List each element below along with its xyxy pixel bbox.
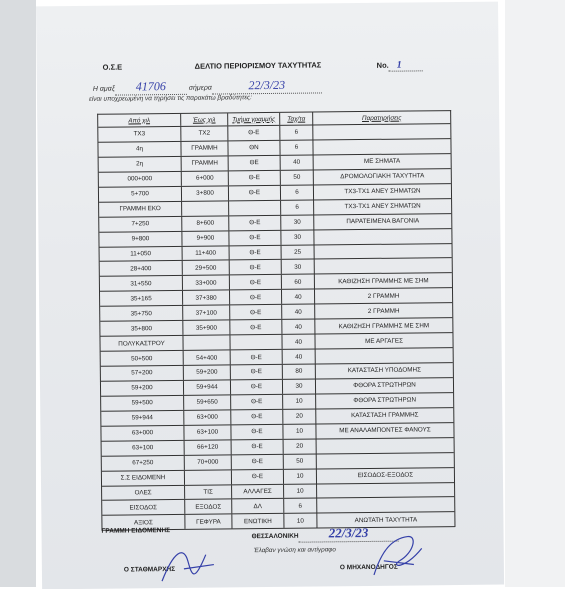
cell-remarks: ΔΡΟΜΟΛΟΓΙΑΚΗ ΤΑΧΥΤΗΤΑ <box>340 172 425 181</box>
cell-to <box>182 201 229 215</box>
col-header-remarks: Παρατηρήσεις <box>361 114 402 122</box>
document-title: ΔΕΛΤΙΟ ΠΕΡΙΟΡΙΣΜΟΥ ΤΑΧΥΤΗΤΑΣ <box>194 60 322 71</box>
cell-from: 4η <box>98 142 181 157</box>
cell-section: ΔΛ <box>232 499 284 513</box>
cell-speed: 6 <box>280 126 313 140</box>
cell-from: Σ.Σ ΕΙΔΟΜΕΝΗ <box>102 470 185 485</box>
cell-speed: 40 <box>281 155 314 169</box>
train-prefix: Η αμαξ <box>92 85 115 93</box>
cell-from: 59+500 <box>101 396 184 411</box>
cell-to: 3+800 <box>182 186 229 200</box>
number-value: 1 <box>396 59 402 71</box>
cell-remarks <box>315 244 452 259</box>
cell-speed: 6 <box>284 499 317 513</box>
train-line <box>93 77 322 95</box>
cell-to: 54+400 <box>184 350 231 364</box>
cell-section: Θ-Ε <box>232 440 284 454</box>
col-header-to: Έως χιλ <box>181 113 228 125</box>
cell-speed: 30 <box>281 230 314 244</box>
cell-speed: 40 <box>282 290 315 304</box>
cell-section: Θ-Ε <box>231 425 283 439</box>
cell-remarks: 2 ΓΡΑΜΜΗ <box>367 307 400 315</box>
cell-remarks <box>313 124 450 139</box>
cell-remarks: ΦΘΟΡΑ ΣΤΡΩΤΗΡΩΝ <box>353 381 416 390</box>
cell-remarks <box>317 453 454 468</box>
cell-section: Θ-Ε <box>230 320 282 334</box>
station-name: ΓΡΑΜΜΗ ΕΙΔΟΜΕΝΗΣ <box>101 527 171 535</box>
cell-speed: 25 <box>282 245 315 259</box>
cell-remarks: TX3-TX1 ΑΝΕΥ ΣΗΜΑΤΩΝ <box>344 187 421 196</box>
cell-section: ΑΛΛΑΓΕΣ <box>232 484 284 498</box>
cell-section: Θ-Ε <box>231 380 283 394</box>
cell-to: 66+120 <box>185 440 232 454</box>
cell-section: ΘΝ <box>228 141 280 155</box>
cell-from: ΑΞΙΟΣ <box>102 515 185 530</box>
cell-to: ΕΞΟΔΟΣ <box>185 500 232 514</box>
background-left <box>0 0 36 587</box>
cell-from: 59+944 <box>101 411 184 426</box>
cell-speed: 20 <box>283 409 316 423</box>
cell-from: 31+550 <box>100 276 183 291</box>
cell-to: 33+000 <box>183 276 230 290</box>
cell-to: TX2 <box>181 126 228 140</box>
cell-speed: 30 <box>281 215 314 229</box>
cell-to: 37+100 <box>183 306 230 320</box>
cell-speed: 40 <box>282 320 315 334</box>
cell-section: Θ-Ε <box>230 275 282 289</box>
cell-remarks <box>313 139 450 154</box>
cell-from: ΓΡΑΜΜΗ ΕΚΟ <box>99 202 182 217</box>
cell-to: 11+400 <box>183 246 230 260</box>
cell-section: Θ-Ε <box>230 260 282 274</box>
cell-section: Θ-Ε <box>232 469 284 483</box>
cell-section: Θ-Ε <box>230 305 282 319</box>
instruction-text: είναι υποχρεωμένη να τηρήσει τις παρακάτω βραδύτητες: <box>88 94 253 103</box>
city-name: ΘΕΣΣΑΛΟΝΙΚΗ <box>251 532 299 541</box>
cell-from: 9+800 <box>99 231 182 246</box>
cell-remarks: ΕΙΣΟΔΟΣ-ΕΞΟΔΟΣ <box>357 471 414 480</box>
cell-section: Θ-Ε <box>231 395 283 409</box>
cell-speed: 30 <box>282 260 315 274</box>
cell-to: 63+000 <box>184 410 231 424</box>
cell-from: ΟΛΕΣ <box>102 485 185 500</box>
cell-to: 59+650 <box>184 395 231 409</box>
background-right <box>505 0 565 587</box>
cell-from: 35+750 <box>100 306 183 321</box>
cell-speed: 10 <box>283 394 316 408</box>
cell-section: Θ-Ε <box>232 454 284 468</box>
cell-to: 8+600 <box>182 216 229 230</box>
cell-section: Θ-Ε <box>228 126 280 140</box>
cell-speed: 30 <box>283 379 316 393</box>
number-label: No. <box>376 60 389 70</box>
cell-section: Θ-Ε <box>229 230 281 244</box>
cell-remarks <box>317 483 454 498</box>
cell-to: 29+500 <box>183 261 230 275</box>
cell-speed: 40 <box>283 350 316 364</box>
cell-to: ΓΡΑΜΜΗ <box>182 156 229 170</box>
cell-from: 50+500 <box>101 351 184 366</box>
cell-section: Θ-Ε <box>231 365 283 379</box>
cell-speed: 6 <box>281 200 314 214</box>
cell-to: 63+100 <box>184 425 231 439</box>
cell-to: ΓΡΑΜΜΗ <box>181 141 228 155</box>
cell-section: Θ-Ε <box>229 186 281 200</box>
cell-remarks: 2 ΓΡΑΜΜΗ <box>367 292 400 300</box>
cell-remarks: ΦΘΟΡΑ ΣΤΡΩΤΗΡΩΝ <box>353 396 417 405</box>
cell-speed: 40 <box>282 305 315 319</box>
cell-remarks: ΜΕ ΑΡΓΑΓΕΣ <box>365 337 404 345</box>
cell-from: 63+100 <box>102 441 185 456</box>
train-date: 22/3/23 <box>248 77 286 93</box>
cell-to: 9+900 <box>182 231 229 245</box>
speed-restriction-table <box>97 110 455 531</box>
cell-speed: 10 <box>284 469 317 483</box>
cell-remarks: ΚΑΘΙΖΗΣΗ ΓΡΑΜΜΗΣ ΜΕ ΣΗΜ <box>338 321 430 330</box>
cell-from: 11+050 <box>100 246 183 261</box>
cell-remarks <box>317 498 454 513</box>
cell-remarks: ΜΕ ΣΗΜΑΤΑ <box>364 157 401 166</box>
cell-to: ΓΕΦΥΡΑ <box>185 515 232 529</box>
cell-speed: 10 <box>284 514 317 528</box>
cell-speed: 60 <box>282 275 315 289</box>
station-master-signature <box>154 540 224 586</box>
cell-from: 35+800 <box>100 321 183 336</box>
cell-to: ΤΙΣ <box>185 485 232 499</box>
cell-speed: 50 <box>281 170 314 184</box>
cell-from: 63+000 <box>101 426 184 441</box>
cell-remarks <box>315 259 452 274</box>
cell-from: 67+250 <box>102 456 185 471</box>
cell-to <box>183 336 230 350</box>
train-mid: σήμερα <box>188 84 212 92</box>
cell-to: 35+900 <box>183 321 230 335</box>
cell-to: 6+000 <box>182 171 229 185</box>
driver-signature <box>364 530 435 581</box>
cell-speed: 80 <box>283 365 316 379</box>
cell-speed: 10 <box>284 484 317 498</box>
cell-section: Θ-Ε <box>229 215 281 229</box>
cell-speed: 50 <box>284 454 317 468</box>
cell-from: 000+000 <box>99 172 182 187</box>
cell-speed: 40 <box>282 335 315 349</box>
station-master-label: Ο ΣΤΑΘΜΑΡΧΗΣ <box>123 565 176 574</box>
cell-from: ΠΟΛΥΚΑΣΤΡΟΥ <box>100 336 183 351</box>
cell-to: 37+380 <box>183 291 230 305</box>
driver-label: Ο ΜΗΧΑΝΟΔΗΓΟΣ <box>339 563 398 572</box>
col-header-speed: Ταχ/τα <box>280 113 313 125</box>
cell-remarks: ΚΑΤΑΣΤΑΣΗ ΓΡΑΜΜΗΣ <box>351 411 419 420</box>
cell-remarks <box>316 348 453 363</box>
cell-from: ΕΙΣΟΔΟΣ <box>102 500 185 515</box>
cell-remarks: ΑΝΩΤΑΤΗ ΤΑΧΥΤΗΤΑ <box>354 516 418 524</box>
cell-remarks <box>317 438 454 453</box>
city-date: 22/3/23 <box>328 524 369 541</box>
cell-speed: 6 <box>281 185 314 199</box>
cell-section: Θ-Ε <box>231 350 283 364</box>
cell-section: ΘΕ <box>229 156 281 170</box>
document-number <box>377 59 423 71</box>
cell-section: Θ-Ε <box>230 290 282 304</box>
cell-remarks: ΚΑΘΙΖΗΣΗ ΓΡΑΜΜΗΣ ΜΕ ΣΗΜ <box>338 277 429 286</box>
cell-section <box>229 201 281 215</box>
cell-from: TX3 <box>98 127 181 142</box>
cell-remarks: ΠΑΡΑΤΕΙΜΕΝΑ ΒΑΓΟΝΙΑ <box>346 217 420 226</box>
cell-from: 59+200 <box>101 381 184 396</box>
cell-remarks <box>314 229 451 244</box>
cell-from: 35+165 <box>100 291 183 306</box>
cell-remarks: TX3-TX1 ΑΝΕΥ ΣΗΜΑΤΩΝ <box>344 202 421 211</box>
cell-remarks: ΜΕ ΑΝΑΛΑΜΠΟΝΤΕΣ ΦΑΝΟΥΣ <box>339 426 431 435</box>
cell-from: 28+400 <box>100 261 183 276</box>
cell-section: Θ-Ε <box>230 245 282 259</box>
cell-to <box>185 470 232 484</box>
cell-to: 59+200 <box>184 365 231 379</box>
cell-from: 2η <box>99 157 182 172</box>
cell-speed: 10 <box>283 424 316 438</box>
col-header-section: Τμήμα γραμμής <box>228 113 280 126</box>
train-number: 41706 <box>135 79 166 94</box>
cell-from: 57+200 <box>101 366 184 381</box>
cell-speed: 6 <box>280 140 313 154</box>
cell-from: 5+700 <box>99 187 182 202</box>
document-page <box>36 2 504 589</box>
cell-to: 70+000 <box>185 455 232 469</box>
cell-to: 59+944 <box>184 380 231 394</box>
cell-section: Θ-Ε <box>231 410 283 424</box>
cell-section: Θ-Ε <box>229 171 281 185</box>
org-name: Ο.Σ.Ε <box>102 62 123 72</box>
col-header-from: Από χιλ <box>98 114 181 127</box>
cell-section: ΕΝΩΤΙΚΗ <box>232 514 284 528</box>
cell-from: 7+250 <box>99 217 182 232</box>
cell-section <box>230 335 282 349</box>
cell-speed: 20 <box>284 439 317 453</box>
acknowledgement-text: Έλαβαν γνώση και αντίγραφο <box>253 546 336 555</box>
cell-remarks: ΚΑΤΑΣΤΑΣΗ ΥΠΟΔΟΜΗΣ <box>347 366 421 375</box>
